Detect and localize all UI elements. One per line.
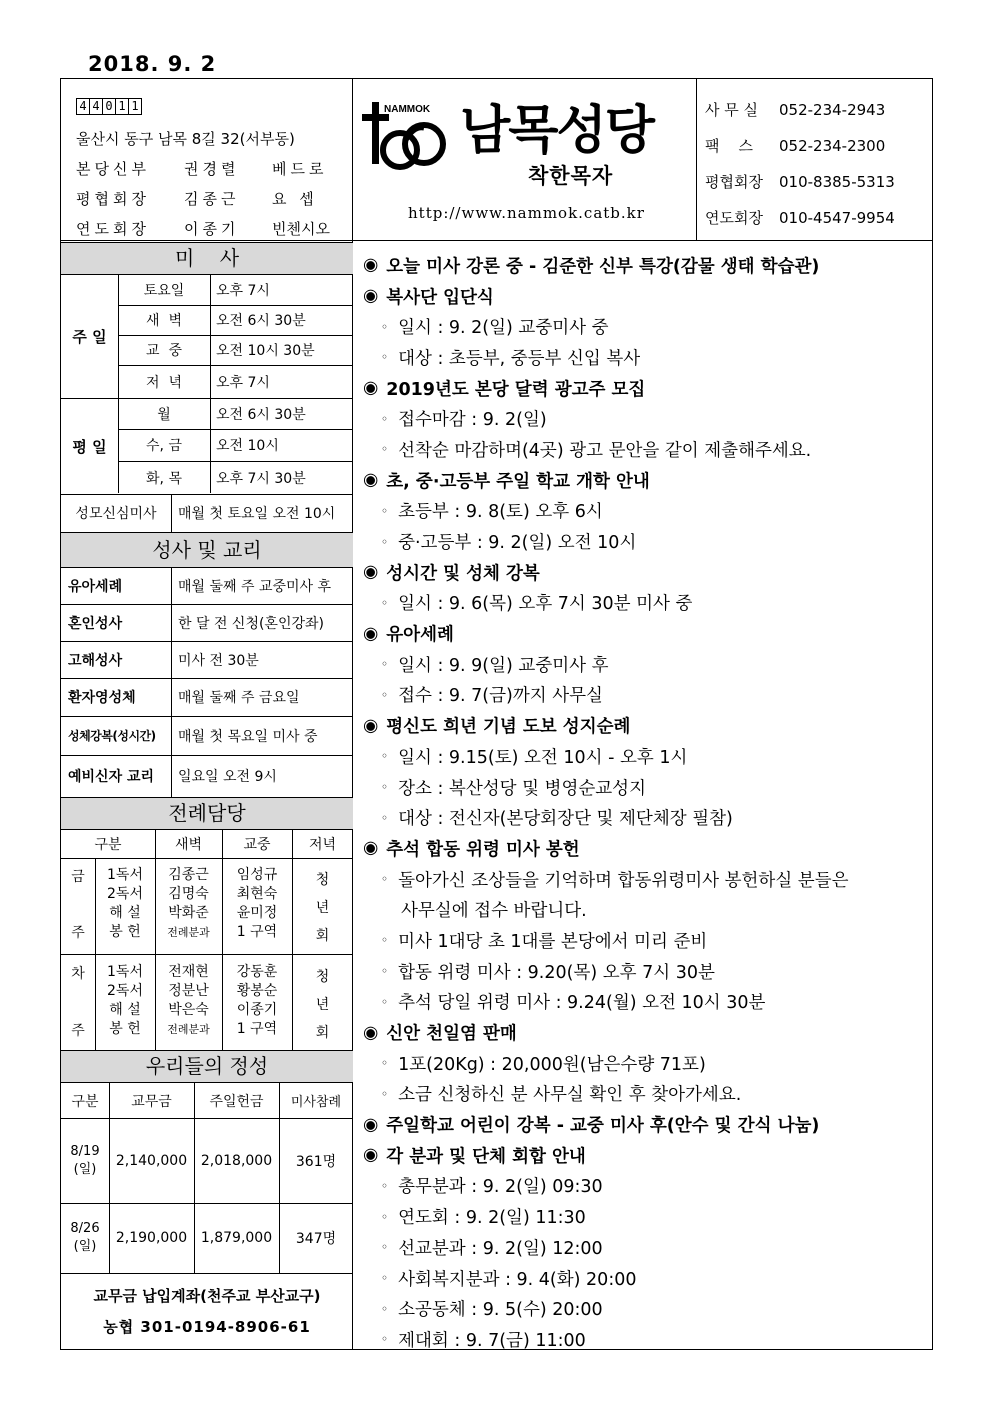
announcement-text: 제대회 : 9. 7(금) 11:00 [398, 1330, 586, 1351]
person: 년 [315, 997, 330, 1013]
small-circle-icon: ◦ [381, 350, 389, 365]
liturgy-main [222, 866, 292, 942]
announcement-text: 유아세례 [386, 625, 454, 646]
announcement-detail [363, 403, 923, 434]
sacrament-label: 고해성사 [68, 652, 123, 669]
announcement-heading [363, 281, 923, 312]
contact-label: 연도회장 [705, 209, 763, 227]
postal-digit: 4 [89, 98, 103, 115]
liturgy-evening [292, 866, 353, 950]
announcement-detail [363, 588, 923, 619]
announcement-detail [363, 1324, 923, 1355]
bullseye-icon: ◉ [363, 255, 379, 276]
grid-line [171, 494, 172, 532]
announcement-text: 주일학교 어린이 강복 - 교중 미사 후(안수 및 간식 나눔) [386, 1116, 820, 1137]
small-circle-icon: ◦ [381, 810, 389, 825]
website-link[interactable]: http://www.nammok.catb.kr [408, 204, 645, 222]
bullseye-icon: ◉ [363, 838, 379, 859]
person: 이종기 [236, 1002, 278, 1018]
person: 윤미정 [236, 905, 278, 921]
small-circle-icon: ◦ [381, 657, 389, 672]
liturgy-roles [95, 963, 155, 1039]
person: 박화준 [168, 905, 209, 921]
liturgy-dawn [155, 866, 222, 942]
staff-role: 평협회장 [76, 190, 150, 208]
announcement-heading [363, 465, 923, 496]
contact-phone: 052-234-2300 [779, 137, 886, 155]
announcement-heading [363, 618, 923, 649]
bullseye-icon: ◉ [363, 1022, 379, 1043]
contact-row [705, 128, 895, 164]
announcement-text: 접수 : 9. 7(금)까지 사무실 [398, 686, 603, 707]
announcement-text: 선착순 마감하며(4곳) 광고 문안을 같이 제출해주세요. [398, 440, 812, 461]
person: 청 [315, 969, 330, 985]
small-circle-icon: ◦ [381, 442, 389, 457]
person: 최현숙 [236, 886, 278, 902]
mass-day: 수, 금 [146, 438, 182, 454]
person: 회 [315, 1025, 330, 1041]
offering-header: 구분 [71, 1093, 99, 1110]
announcements [363, 250, 923, 1355]
small-circle-icon: ◦ [381, 503, 389, 518]
announcement-text: 일시 : 9. 2(일) 교중미사 중 [398, 318, 609, 339]
announcement-heading [363, 557, 923, 588]
person: 년 [315, 900, 330, 916]
announcement-text: 선교분과 : 9. 2(일) 12:00 [398, 1238, 603, 1259]
offering-date [61, 1143, 109, 1179]
postal-digit: 4 [76, 98, 90, 115]
offering-date [61, 1220, 109, 1256]
person: 황봉순 [236, 983, 278, 999]
announcement-detail [363, 1232, 923, 1263]
date-text: 8/26 [70, 1221, 100, 1236]
bullseye-icon: ◉ [363, 623, 379, 644]
announcement-text: 신안 천일염 판매 [386, 1024, 517, 1045]
offering-title: 우리들의 정성 [61, 1050, 353, 1083]
role: 2독서 [107, 886, 143, 902]
person: 전재현 [168, 964, 209, 980]
announcement-text: 2019년도 본당 달력 광고주 모집 [386, 379, 646, 400]
announcement-text: 일시 : 9.15(토) 오전 10시 - 오후 1시 [398, 747, 688, 768]
sacrament-label: 환자영성체 [68, 690, 136, 706]
dues-amount: 2,140,000 [115, 1152, 188, 1169]
person: 김종근 [168, 867, 209, 883]
offering-header: 교무금 [131, 1093, 172, 1110]
announcement-text: 총무분과 : 9. 2(일) 09:30 [398, 1177, 603, 1198]
bullseye-icon: ◉ [363, 1145, 379, 1166]
person: 임성규 [236, 867, 278, 883]
week-label: 주 [71, 1023, 85, 1039]
liturgy-main [222, 963, 292, 1039]
announcement-text: 초등부 : 9. 8(토) 오후 6시 [398, 502, 603, 523]
contact-label: 사 무 실 [705, 101, 759, 119]
announcement-detail [363, 342, 923, 373]
account-title: 교무금 납입계좌(천주교 부산교구) [93, 1287, 321, 1305]
announcement-detail [363, 1263, 923, 1294]
small-circle-icon: ◦ [381, 1301, 389, 1316]
person: 박은숙 [168, 1002, 209, 1018]
announcement-text: 합동 위령 미사 : 9.20(목) 오후 7시 30분 [398, 962, 715, 983]
sacred-heart-mass-time: 매월 첫 토요일 오전 10시 [178, 506, 336, 522]
small-circle-icon: ◦ [381, 780, 389, 795]
small-circle-icon: ◦ [381, 872, 389, 887]
mass-time: 오후 7시 30분 [216, 470, 306, 487]
announcement-heading [363, 250, 923, 281]
person: 전례분과 [167, 1023, 210, 1036]
weekday-label: 평 일 [72, 437, 107, 456]
staff-row [76, 214, 330, 244]
role: 1독서 [107, 867, 143, 883]
announcement-heading [363, 373, 923, 404]
mass-day: 월 [157, 406, 171, 423]
announcement-detail [363, 526, 923, 557]
staff-role: 연도회장 [76, 220, 150, 238]
person: 1 구역 [236, 1021, 278, 1037]
week-label: 금 [71, 869, 85, 885]
mass-time: 오전 10시 30분 [216, 343, 315, 359]
contact-row [705, 164, 895, 200]
person: 강동훈 [236, 964, 278, 980]
announcement-heading [363, 833, 923, 864]
postal-digit: 1 [128, 98, 142, 115]
day-text: (일) [73, 1162, 97, 1177]
sacraments-title: 성사 및 교리 [61, 532, 353, 568]
role: 봉 헌 [109, 924, 141, 940]
liturgy-header: 저녁 [308, 837, 337, 853]
staff-baptismal-name: 요 셉 [272, 190, 318, 208]
sacrament-label: 성체강복(성시간) [68, 729, 156, 743]
announcement-heading [363, 710, 923, 741]
mass-day: 새 벽 [146, 313, 182, 329]
announcement-detail [363, 680, 923, 711]
announcement-text: 소공동체 : 9. 5(수) 20:00 [398, 1300, 603, 1321]
announcement-detail [363, 956, 923, 987]
small-circle-icon: ◦ [381, 994, 389, 1009]
sacrament-label: 유아세례 [68, 579, 123, 595]
announcement-detail [363, 802, 923, 833]
sacrament-value: 매월 둘째 주 금요일 [178, 690, 300, 706]
announcement-text: 접수마감 : 9. 2(일) [398, 410, 547, 431]
small-circle-icon: ◦ [381, 595, 389, 610]
small-circle-icon: ◦ [381, 1240, 389, 1255]
announcement-detail [363, 925, 923, 956]
bullseye-icon: ◉ [363, 378, 379, 399]
person: 청 [315, 872, 330, 888]
announcement-detail [363, 1293, 923, 1324]
announcement-text: 소금 신청하신 분 사무실 확인 후 찾아가세요. [398, 1085, 742, 1106]
contact-divider [696, 78, 697, 240]
mass-time: 오전 6시 30분 [216, 406, 306, 423]
contact-label: 평협회장 [705, 173, 763, 191]
bullseye-icon: ◉ [363, 1114, 379, 1135]
announcement-detail [363, 1048, 923, 1079]
liturgy-header: 교중 [243, 837, 271, 853]
announcement-heading [363, 1140, 923, 1171]
announcement-text: 미사 1대당 초 1대를 본당에서 미리 준비 [398, 931, 708, 952]
announcement-text: 초, 중·고등부 주일 학교 개학 안내 [386, 471, 650, 492]
address: 울산시 동구 남목 8길 32(서부동) [76, 130, 295, 148]
church-info [76, 90, 330, 244]
announcement-text: 사무실에 접수 바랍니다. [401, 901, 587, 922]
staff-row [76, 184, 330, 214]
announcement-text: 장소 : 복산성당 및 병영순교성지 [398, 778, 646, 799]
announcement-text: 오늘 미사 강론 중 - 김준한 신부 특강(감물 생태 학습관) [386, 256, 820, 277]
announcement-detail [363, 1079, 923, 1110]
announcement-detail [363, 1201, 923, 1232]
sacrament-value: 미사 전 30분 [178, 652, 259, 669]
grid-line [61, 1273, 353, 1274]
bullseye-icon: ◉ [363, 562, 379, 583]
sacred-heart-mass-label: 성모신심미사 [75, 506, 157, 522]
person: 회 [315, 928, 330, 944]
sacrament-value: 매월 둘째 주 교중미사 후 [178, 579, 332, 595]
small-circle-icon: ◦ [381, 1271, 389, 1286]
announcement-detail [363, 434, 923, 465]
mass-day: 교 중 [146, 343, 182, 359]
motto: 착한목자 [528, 164, 614, 188]
contact-phone: 052-234-2943 [779, 101, 886, 119]
mass-day: 저 녁 [146, 374, 182, 391]
person: 김명숙 [168, 886, 209, 902]
announcement-detail [363, 311, 923, 342]
postal-digit: 0 [102, 98, 116, 115]
announcement-detail [363, 894, 923, 925]
mass-title: 미 사 [61, 242, 353, 275]
announcement-text: 일시 : 9. 9(일) 교중미사 후 [398, 655, 609, 676]
mass-time: 오후 7시 [216, 374, 270, 391]
attendance-count: 347명 [295, 1231, 337, 1247]
person: 전례분과 [167, 926, 210, 939]
church-name: 남목성당 [460, 101, 653, 161]
small-circle-icon: ◦ [381, 964, 389, 979]
announcement-detail [363, 864, 923, 895]
announcement-text: 일시 : 9. 6(목) 오후 7시 30분 미사 중 [398, 594, 693, 615]
staff-baptismal-name: 빈첸시오 [272, 220, 330, 238]
sacrament-label: 혼인성사 [68, 615, 123, 632]
liturgy-roles [95, 866, 155, 942]
announcement-text: 평신도 희년 기념 도보 성지순례 [386, 717, 631, 738]
sacrament-value: 한 달 전 신청(혼인강좌) [178, 615, 324, 632]
announcement-detail [363, 649, 923, 680]
bullseye-icon: ◉ [363, 470, 379, 491]
small-circle-icon: ◦ [381, 1178, 389, 1193]
announcement-text: 추석 합동 위령 미사 봉헌 [386, 839, 580, 860]
date-text: 8/19 [70, 1144, 100, 1159]
day-text: (일) [73, 1239, 97, 1254]
mass-time: 오전 6시 30분 [216, 313, 306, 329]
contact-phone: 010-4547-9954 [779, 209, 895, 227]
contact-label: 팩 스 [705, 137, 754, 155]
announcement-text: 대상 : 초등부, 중등부 신입 복사 [398, 348, 641, 369]
sacrament-value: 매월 첫 목요일 미사 중 [178, 728, 318, 745]
mass-day: 화, 목 [146, 470, 182, 487]
announcement-text: 사회복지분과 : 9. 4(화) 20:00 [398, 1269, 637, 1290]
role: 2독서 [107, 983, 143, 999]
bullseye-icon: ◉ [363, 286, 379, 307]
account-number: 농협 301-0194-8906-61 [103, 1318, 311, 1336]
small-circle-icon: ◦ [381, 1086, 389, 1101]
contact-list [705, 92, 895, 236]
bulletin-date: 2018. 9. 2 [88, 52, 217, 76]
announcement-detail [363, 1171, 923, 1202]
announcement-text: 중·고등부 : 9. 2(일) 오전 10시 [398, 533, 637, 554]
small-circle-icon: ◦ [381, 534, 389, 549]
week-label: 차 [71, 966, 85, 982]
sunday-label: 주 일 [72, 328, 107, 346]
small-circle-icon: ◦ [381, 1209, 389, 1224]
staff-name: 이종기 [184, 220, 240, 238]
announcement-detail [363, 772, 923, 803]
staff-role: 본당신부 [76, 160, 150, 178]
staff-row [76, 154, 330, 184]
liturgy-header: 새벽 [174, 837, 203, 853]
grid-line [171, 568, 172, 797]
announcement-text: 각 분과 및 단체 회합 안내 [386, 1146, 586, 1167]
liturgy-title: 전례담당 [61, 797, 353, 830]
announcement-text: 추석 당일 위령 미사 : 9.24(월) 오전 10시 30분 [398, 993, 766, 1014]
announcement-text: 돌아가신 조상들을 기억하며 합동위령미사 봉헌하실 분들은 [398, 870, 849, 891]
small-circle-icon: ◦ [381, 687, 389, 702]
small-circle-icon: ◦ [381, 933, 389, 948]
liturgy-dawn [155, 963, 222, 1039]
role: 해 설 [109, 1002, 141, 1018]
postal-code [76, 98, 141, 115]
offering-header: 주일헌금 [209, 1093, 264, 1110]
grid-line [61, 954, 353, 955]
role: 봉 헌 [109, 1021, 141, 1037]
week-label: 주 [71, 925, 85, 941]
contact-row [705, 200, 895, 236]
announcement-text: 복사단 입단식 [386, 287, 494, 308]
offering-header: 미사참례 [290, 1095, 342, 1110]
small-circle-icon: ◦ [381, 749, 389, 764]
role: 해 설 [109, 905, 141, 921]
attendance-count: 361명 [295, 1153, 337, 1170]
announcement-text: 1포(20Kg) : 20,000원(남은수량 71포) [398, 1054, 706, 1075]
announcement-text: 성시간 및 성체 강복 [386, 563, 540, 584]
small-circle-icon: ◦ [381, 411, 389, 426]
postal-digit: 1 [115, 98, 129, 115]
staff-name: 김종근 [184, 190, 240, 208]
liturgy-header: 구분 [94, 837, 122, 853]
staff-baptismal-name: 베드로 [272, 160, 328, 178]
sacrament-value: 일요일 오전 9시 [178, 769, 277, 785]
announcement-detail [363, 496, 923, 527]
small-circle-icon: ◦ [381, 319, 389, 334]
announcement-heading [363, 1017, 923, 1048]
contact-row [705, 92, 895, 128]
announcement-text: 대상 : 전신자(본당회장단 및 제단체장 필참) [398, 809, 733, 830]
mass-time: 오전 10시 [216, 438, 279, 454]
announcement-detail [363, 741, 923, 772]
sunday-offering-amount: 1,879,000 [200, 1230, 273, 1246]
mass-day: 토요일 [143, 283, 185, 299]
logo-text: NAMMOK [384, 104, 431, 115]
sacrament-label: 예비신자 교리 [68, 769, 155, 785]
announcement-text: 연도회 : 9. 2(일) 11:30 [398, 1208, 586, 1229]
role: 1독서 [107, 964, 143, 980]
grid-line [61, 858, 353, 859]
announcement-detail [363, 987, 923, 1018]
person: 정분난 [168, 983, 209, 999]
mass-time: 오후 7시 [216, 283, 270, 299]
dues-amount: 2,190,000 [115, 1230, 188, 1246]
liturgy-evening [292, 963, 353, 1047]
announcement-heading [363, 1109, 923, 1140]
person: 1 구역 [236, 924, 278, 940]
bullseye-icon: ◉ [363, 715, 379, 736]
small-circle-icon: ◦ [381, 1332, 389, 1347]
contact-phone: 010-8385-5313 [779, 173, 895, 191]
sunday-offering-amount: 2,018,000 [200, 1152, 273, 1169]
small-circle-icon: ◦ [381, 1056, 389, 1071]
staff-name: 권경렬 [184, 160, 240, 178]
